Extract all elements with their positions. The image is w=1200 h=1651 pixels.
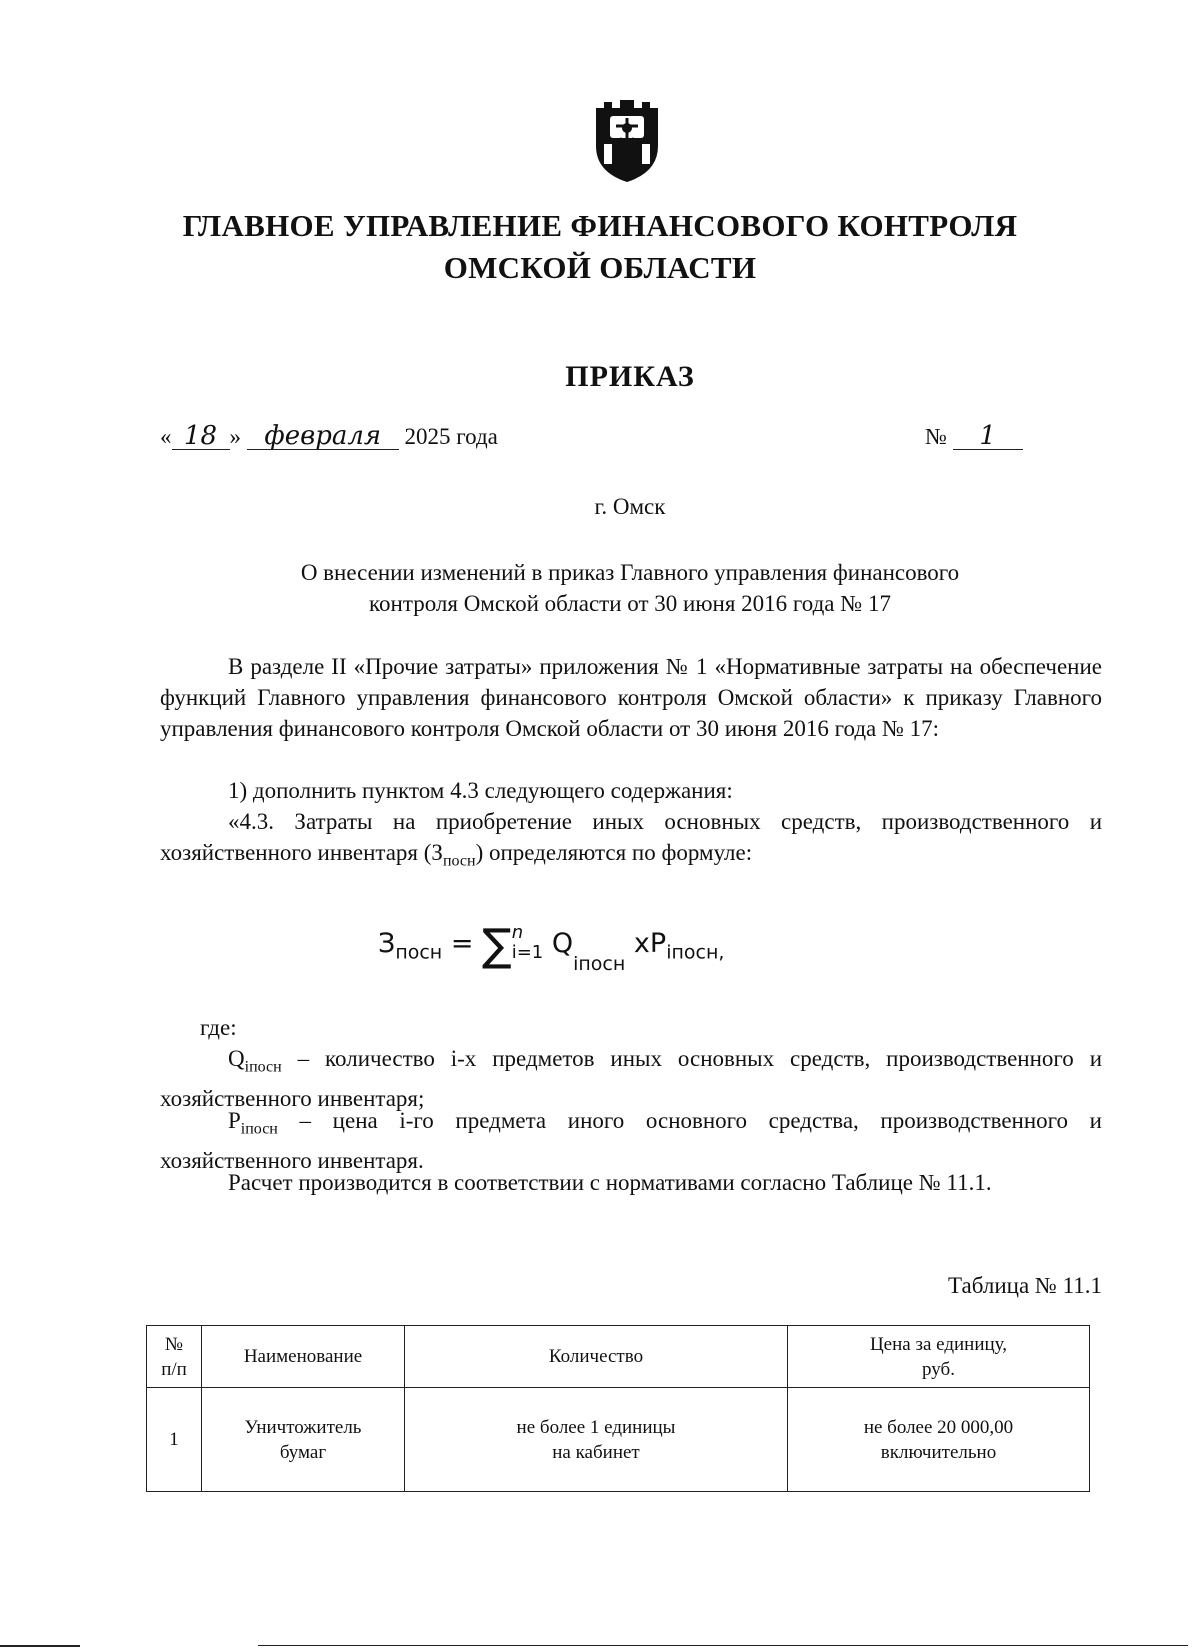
sum-lower-limit: i=1 bbox=[511, 942, 544, 963]
def-q-sub: iпосн bbox=[244, 1058, 282, 1076]
sum-symbol: ∑ bbox=[482, 920, 512, 971]
subject-line1: О внесении изменений в приказ Главного управления финансового bbox=[300, 560, 960, 585]
formula-times: x bbox=[633, 928, 650, 959]
def-p-sub: iпосн bbox=[240, 1120, 278, 1138]
row-name bbox=[202, 1388, 405, 1492]
table-row bbox=[147, 1388, 1090, 1492]
order-subject bbox=[210, 557, 1050, 619]
date-year: 2025 года bbox=[404, 424, 498, 449]
formula-p-sub: iпосн, bbox=[666, 941, 725, 964]
city: г. Омск bbox=[594, 494, 666, 519]
row-qty-line1: не более 1 единицы bbox=[516, 1416, 676, 1438]
formula bbox=[378, 920, 724, 975]
point-4-3-end: ) определяются по формуле: bbox=[475, 840, 753, 865]
date-close-quote: » bbox=[229, 424, 241, 449]
definition-q bbox=[160, 1043, 1102, 1114]
norms-table bbox=[146, 1325, 1090, 1492]
header-num-line2: п/п bbox=[161, 1358, 187, 1380]
sum-upper-limit: n bbox=[511, 922, 524, 943]
row-qty-line2: на кабинет bbox=[552, 1441, 640, 1463]
date-day: 18 bbox=[172, 423, 230, 450]
header-num-line1: № bbox=[164, 1333, 184, 1355]
def-q-text: – количество i-х предметов иных основных средств, производственного и хозяйственного инвентаря; bbox=[160, 1046, 1102, 1111]
scan-edge-line bbox=[258, 1645, 1188, 1646]
date-month: февраля bbox=[247, 423, 399, 450]
definition-p bbox=[160, 1105, 1102, 1176]
point-4-3 bbox=[160, 806, 1102, 877]
calculation-note: Расчет производится в соответствии с нормативами согласно Таблице № 11.1. bbox=[228, 1170, 992, 1195]
order-date bbox=[160, 423, 498, 450]
order-number-value: 1 bbox=[953, 423, 1023, 450]
header-num bbox=[147, 1326, 202, 1388]
row-qty bbox=[405, 1388, 788, 1492]
item-1: 1) дополнить пунктом 4.3 следующего содержания: bbox=[228, 778, 733, 803]
subject-line2: контроля Омской области от 30 июня 2016 года № 17 bbox=[369, 591, 891, 616]
org-name-line2: ОМСКОЙ ОБЛАСТИ bbox=[443, 250, 757, 285]
formula-q: Q bbox=[551, 928, 574, 959]
formula-lhs: З bbox=[378, 928, 396, 959]
row-price-line2: включительно bbox=[880, 1441, 997, 1463]
point-4-3-sub: посн bbox=[442, 852, 476, 870]
formula-q-sub: iпосн bbox=[573, 953, 626, 975]
header-price-line1: Цена за единицу, bbox=[869, 1333, 1008, 1355]
header-price bbox=[788, 1326, 1090, 1388]
org-name-line1: ГЛАВНОЕ УПРАВЛЕНИЕ ФИНАНСОВОГО КОНТРОЛЯ bbox=[182, 208, 1018, 243]
header-qty: Количество bbox=[405, 1326, 788, 1388]
row-num: 1 bbox=[147, 1388, 202, 1492]
header-name: Наименование bbox=[202, 1326, 405, 1388]
table-header-row bbox=[147, 1326, 1090, 1388]
where-label: где: bbox=[200, 1015, 237, 1040]
header-price-line2: руб. bbox=[922, 1358, 955, 1380]
point-4-3-text: «4.3. Затраты на приобретение иных основных средств, производственного и хозяйственного инвентаря (З bbox=[160, 809, 1102, 865]
row-name-line1: Уничтожитель bbox=[244, 1416, 362, 1438]
formula-equals: = bbox=[450, 928, 474, 959]
document-title: ПРИКАЗ bbox=[565, 360, 695, 393]
intro-paragraph: В разделе II «Прочие затраты» приложения № 1 «Нормативные затраты на обеспечение функций Главного управления финансового контроля Омской области» к приказу Главного управления финансового контроля Омской области от 30 июня 2016 года № 17: bbox=[160, 654, 1102, 741]
table-caption: Таблица № 11.1 bbox=[948, 1273, 1102, 1298]
date-open-quote: « bbox=[160, 424, 172, 449]
row-name-line2: бумаг bbox=[279, 1441, 327, 1463]
coat-of-arms-icon bbox=[590, 98, 664, 184]
emblem bbox=[590, 98, 664, 184]
formula-lhs-sub: посн bbox=[395, 941, 443, 964]
row-price-line1: не более 20 000,00 bbox=[863, 1416, 1014, 1438]
def-q-symbol: Q bbox=[228, 1046, 245, 1071]
order-number bbox=[925, 423, 1023, 450]
formula-p: P bbox=[649, 928, 667, 959]
def-p-symbol: P bbox=[228, 1108, 241, 1133]
row-price bbox=[788, 1388, 1090, 1492]
def-p-text: – цена i-го предмета иного основного средства, производственного и хозяйственного инвентаря. bbox=[160, 1108, 1102, 1173]
scan-edge-line bbox=[0, 1645, 80, 1647]
order-number-label: № bbox=[925, 424, 947, 449]
